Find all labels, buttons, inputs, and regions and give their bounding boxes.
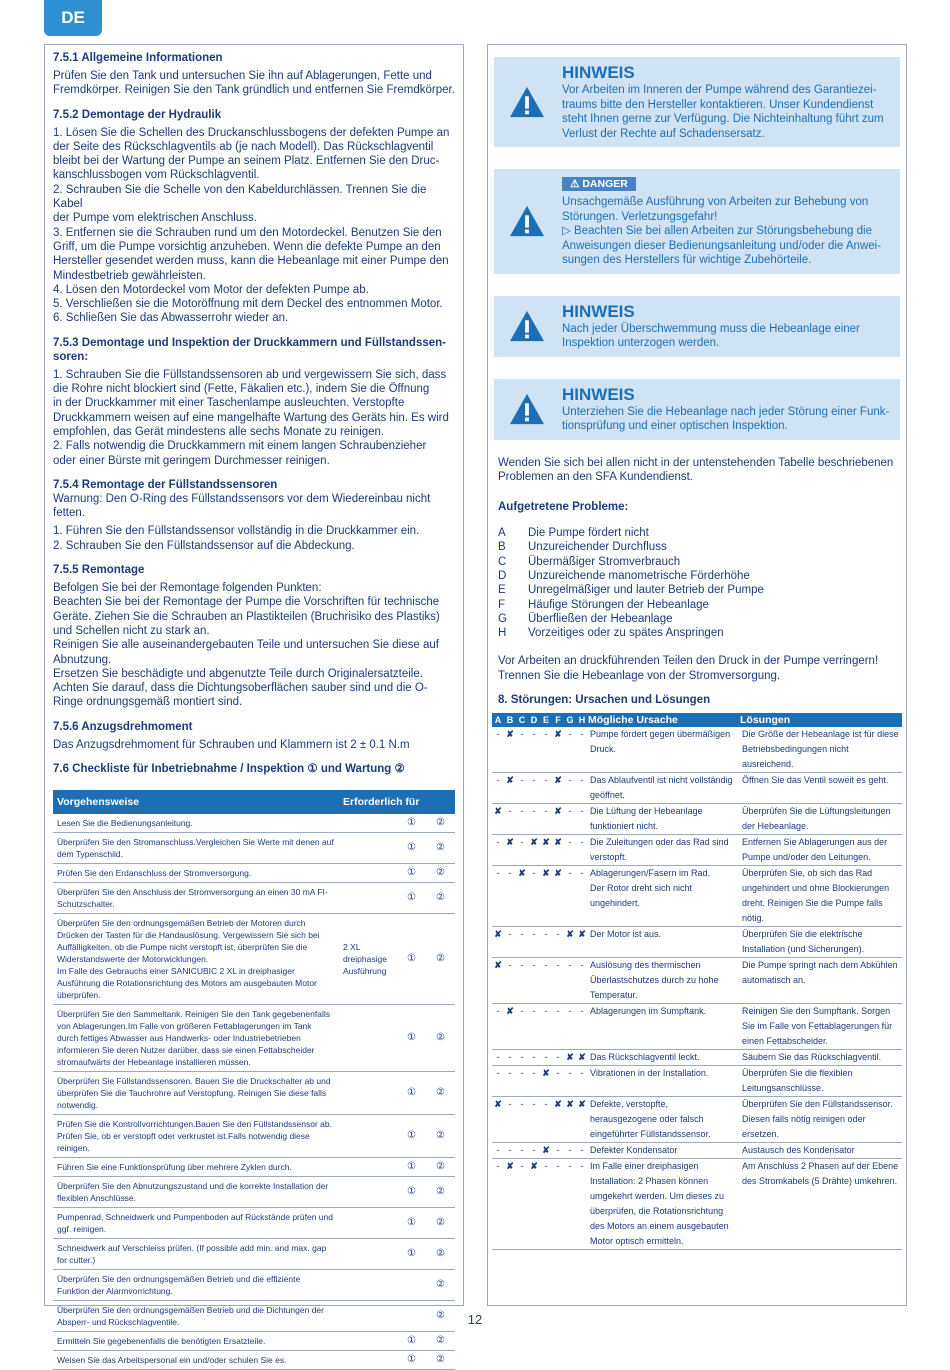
cause-text: Ablagerungen/Fasern im Rad. Der Rotor dreht sich nicht ungehindert. [588,866,740,927]
problem-mark: - [528,1004,540,1050]
left-column [44,44,464,1365]
checklist-commissioning-mark: ① [397,1331,426,1350]
problem-mark: - [528,773,540,804]
checklist-maintenance-mark: ② [426,832,455,863]
checklist-step: Überprüfen Sie den Anschluss der Stromversorgung an einen 30 mA FI-Schutzschalter. [53,882,339,913]
problems-title: Aufgetretene Probleme: [498,501,629,514]
problem-mark: - [564,773,576,804]
checklist-maintenance-mark: ② [426,1207,455,1238]
problem-mark: - [576,835,588,866]
problem-key: G [498,612,507,625]
warning-triangle-icon [508,85,546,119]
problem-mark: - [492,773,504,804]
problem-mark: ✘ [492,1097,504,1143]
checklist-note [339,1207,397,1238]
problem-mark: - [528,1050,540,1066]
notice-text: Vor Arbeiten im Inneren der Pumpe während des Garantiezei- traums bitte den Hersteller kontaktieren. Unser Kundendienst steht Ihnen gerne zur Verfügung. Die Nichteinhaltung führt zum Verlust der Rechte auf Schadensersatz. [562,84,884,140]
notice-text: Nach jeder Überschwemmung muss die Hebeanlage einer Inspektion unterzogen werden. [562,322,860,349]
checklist-note: 2 XL dreiphasige Ausführung [339,913,397,1004]
troubleshooting-row [492,1004,902,1050]
problem-key: H [498,627,507,640]
problem-mark: - [516,804,528,835]
checklist-commissioning-mark: ① [397,832,426,863]
troubleshooting-row [492,804,902,835]
checklist-row [53,1176,455,1207]
section-title: 7.5.3 Demontage und Inspektion der Druckkammern und Füllstandssen- soren: [53,336,446,363]
problem-mark: ✘ [492,804,504,835]
cause-text: Das Ablaufventil ist nicht vollständig geöffnet. [588,773,740,804]
problem-mark: - [504,1097,516,1143]
problem-mark: - [516,927,528,958]
troubleshooting-row [492,773,902,804]
language-tab [44,0,102,36]
problem-mark: - [504,927,516,958]
troubleshooting-row [492,1159,902,1250]
checklist-maintenance-mark: ② [426,1331,455,1350]
checklist-commissioning-mark: ① [397,1207,426,1238]
checklist-row [53,1238,455,1269]
problem-mark: ✘ [576,927,588,958]
problem-column-header: G [564,713,576,727]
problem-mark: - [564,835,576,866]
problem-mark: - [552,958,564,1004]
notice-box [494,375,900,440]
problem-mark: - [516,1097,528,1143]
checklist-step: Pumpenrad, Schneidwerk und Pumpenboden auf Rückstände prüfen und ggf. reinigen. [53,1207,339,1238]
cause-text: Defekte, verstopfte, herausgezogene oder falsch eingeführter Füllstandssensor. [588,1097,740,1143]
warning-triangle-icon [508,392,546,426]
checklist-step: Überprüfen Sie den Abnutzungszustand und die korrekte Installation der flexiblen Anschlüsse. [53,1176,339,1207]
problem-mark: - [564,1143,576,1159]
problem-mark: - [552,1066,564,1097]
checklist-maintenance-mark: ② [426,814,455,833]
cause-text: Ablagerungen im Sumpftank. [588,1004,740,1050]
cause-text: Vibrationen in der Installation. [588,1066,740,1097]
problem-mark: ✘ [552,866,564,927]
problem-label: Vorzeitiges oder zu spätes Anspringen [528,627,724,640]
checklist-row [53,1207,455,1238]
problem-mark: ✘ [492,927,504,958]
problem-item [498,612,896,626]
checklist-note [339,814,397,833]
problem-mark: - [540,1159,552,1250]
problem-mark: - [540,958,552,1004]
checklist-step: Führen Sie eine Funktionsprüfung über mehrere Zyklen durch. [53,1157,339,1176]
problem-label: Unregelmäßiger und lauter Betrieb der Pumpe [528,584,764,597]
checklist-row [53,832,455,863]
problem-mark: - [504,1066,516,1097]
checklist-maintenance-mark: ② [426,913,455,1004]
troubleshooting-row [492,1143,902,1159]
problem-mark: - [576,958,588,1004]
solution-text: Reinigen Sie den Sumpftank. Sorgen Sie im Falle von Fettablagerungen für einen Fettabscheider. [740,1004,902,1050]
notice-text: Unterziehen Sie die Hebeanlage nach jeder Störung einer Funk- tionsprüfung und einer optischen Inspektion. [562,405,890,432]
problem-mark: - [528,1143,540,1159]
checklist-step: Prüfen Sie den Erdanschluss der Stromversorgung. [53,863,339,882]
checklist-note [339,863,397,882]
notice-box [494,53,900,147]
solution-text: Entfernen Sie Ablagerungen aus der Pumpe und/oder den Leitungen. [740,835,902,866]
solution-text: Überprüfen Sie die Lüftungsleitungen der Hebeanlage. [740,804,902,835]
section-title: 7.6 Checkliste für Inbetriebnahme / Inspektion ① und Wartung ② [53,762,405,775]
problem-column-header: D [528,713,540,727]
problem-mark: ✘ [504,835,516,866]
checklist-note [339,1176,397,1207]
section-title: 8. Störungen: Ursachen und Lösungen [498,694,711,707]
checklist-table [53,790,455,1370]
problems-list [498,526,896,640]
checklist-row [53,1269,455,1300]
problem-mark: - [492,1066,504,1097]
problem-mark: - [576,773,588,804]
checklist-note [339,1269,397,1300]
problem-mark: ✘ [552,727,564,773]
problem-mark: ✘ [504,773,516,804]
problem-mark: - [528,1097,540,1143]
danger-box [494,165,900,274]
checklist-commissioning-mark: ① [397,1176,426,1207]
problem-mark: ✘ [504,1004,516,1050]
checklist-note [339,1331,397,1350]
solution-text: Überprüfen Sie die flexiblen Leitungsanschlüsse. [740,1066,902,1097]
checklist-row [53,1071,455,1114]
checklist-commissioning-mark: ① [397,814,426,833]
checklist-step: Überprüfen Sie den ordnungsgemäßen Betrieb und die effiziente Funktion der Alarmvorrichtung. [53,1269,339,1300]
checklist-step: Ermitteln Sie gegebenenfalls die benötigten Ersatzteile. [53,1331,339,1350]
section-title: 7.5.6 Anzugsdrehmoment [53,720,193,733]
problem-mark: - [564,866,576,927]
problem-mark: ✘ [528,835,540,866]
checklist-commissioning-mark: ① [397,863,426,882]
problem-mark: - [564,1066,576,1097]
problem-mark: - [492,727,504,773]
solution-text: Überprüfen Sie, ob sich das Rad ungehindert und ohne Blockierungen dreht. Reinigen Sie die Pumpe falls nötig. [740,866,902,927]
problem-mark: - [492,1004,504,1050]
checklist-maintenance-mark: ② [426,1071,455,1114]
checklist-note [339,1004,397,1071]
checklist-note [339,882,397,913]
problem-mark: - [504,1143,516,1159]
checklist-header-required: Erforderlich für [339,790,455,814]
problem-mark: - [540,927,552,958]
troubleshooting-row [492,727,902,773]
solution-text: Die Pumpe springt nach dem Abkühlen automatisch an. [740,958,902,1004]
checklist-row [53,1004,455,1071]
cause-text: Die Lüftung der Hebeanlage funktioniert nicht. [588,804,740,835]
solution-text: Säubern Sie das Rückschlagventil. [740,1050,902,1066]
checklist-maintenance-mark: ② [426,1157,455,1176]
solution-text: Überprüfen Sie die elektrische Installation (und Sicherungen). [740,927,902,958]
checklist-note [339,1114,397,1157]
problem-mark: - [528,927,540,958]
checklist-commissioning-mark: ① [397,1157,426,1176]
problem-mark: - [540,1050,552,1066]
contact-text: Wenden Sie sich bei allen nicht in der untenstehenden Tabelle beschriebenen Problemen an den SFA Kundendienst. [498,456,894,483]
checklist-row [53,1157,455,1176]
troubleshooting-row [492,927,902,958]
problem-label: Die Pumpe fördert nicht [528,527,649,540]
checklist-maintenance-mark: ② [426,1300,455,1331]
problem-key: E [498,584,506,597]
checklist-commissioning-mark: ① [397,913,426,1004]
problem-item [498,583,896,597]
checklist-commissioning-mark: ① [397,1238,426,1269]
section-title: 7.5.5 Remontage [53,564,145,577]
troubleshooting-row [492,1097,902,1143]
problem-mark: - [516,773,528,804]
checklist-step: Überprüfen Sie den Sammeltank. Reinigen Sie den Tank gegebenenfalls von Ablagerungen.Im Falle von größeren Fettablagerungen im Tank durch fettiges Abwasser aus Handwerks- oder Industriebetrieben informieren Sie deren Nutzer darüber, dass sie einen Fettabscheider stromaufwärts der Hebeanlage installieren müssen. [53,1004,339,1071]
checklist-commissioning-mark: ① [397,1071,426,1114]
checklist-row [53,882,455,913]
checklist-header-procedure: Vorgehensweise [53,790,339,814]
problem-mark: - [516,1066,528,1097]
problem-mark: - [576,1143,588,1159]
checklist-commissioning-mark: ① [397,1114,426,1157]
problem-mark: - [492,1143,504,1159]
problem-mark: ✘ [552,835,564,866]
cause-text: Auslösung des thermischen Überlastschutzes durch zu hohe Temperatur. [588,958,740,1004]
checklist-step: Prüfen Sie die Kontrollvorrichtungen.Bauen Sie den Füllstandssensor ab. Prüfen Sie, ob er verstopft oder verkrustet ist.Falls notwendig diese reinigen. [53,1114,339,1157]
problem-mark: - [528,804,540,835]
problem-mark: - [564,1004,576,1050]
problem-mark: - [504,958,516,1004]
problem-item [498,598,896,612]
problem-mark: ✘ [552,773,564,804]
problem-mark: ✘ [552,1097,564,1143]
problem-column-header: C [516,713,528,727]
checklist-step: Überprüfen Sie den ordnungsgemäßen Betrieb und die Dichtungen der Absperr- und Rückschlagventile. [53,1300,339,1331]
problem-mark: - [552,1143,564,1159]
page-number: 12 [467,1312,483,1327]
problem-mark: ✘ [540,1066,552,1097]
section-text: 1. Schrauben Sie die Füllstandssensoren ab und vergewissern Sie sich, dass die Rohre nicht blockiert sind (Fette, Fäkalien etc.), indem Sie die Öffnung in der Druckkammer mit einer Taschenlampe ausleuchten. Verstopfte Druckkammern weisen auf eine mangelhafte Wartung des Geräts hin. Es wird empfohlen, das Gerät mindestens alle sechs Monate zu reinigen. 2. Falls notwendig die Druckkammern mit einem langen Schraubenzieher oder einer Bürste mit geringem Durchmesser reinigen. [53,368,449,467]
checklist-maintenance-mark: ② [426,1350,455,1369]
problem-key: A [498,527,506,540]
problem-mark: ✘ [504,727,516,773]
checklist-note [339,1157,397,1176]
problem-mark: - [552,1050,564,1066]
problem-mark: ✘ [576,1097,588,1143]
checklist-maintenance-mark: ② [426,1176,455,1207]
problem-mark: - [516,1143,528,1159]
problem-mark: - [564,727,576,773]
language-label: DE [61,8,85,27]
cause-text: Defekter Kondensator [588,1143,740,1159]
cause-text: Die Zuleitungen oder das Rad sind verstopft. [588,835,740,866]
notice-title: HINWEIS [562,384,635,404]
problem-key: F [498,598,506,611]
problem-mark: - [552,1159,564,1250]
section-text: Befolgen Sie bei der Remontage folgenden Punkten: Beachten Sie bei der Remontage der Pumpe die Vorschriften für technische Geräte. Ziehen Sie die Schrauben an Plastikteilen (Bruchrisiko des Plastiks) und Schellen nicht zu stark an. Reinigen Sie alle auseinandergebauten Teile und untersuchen Sie diese auf Abnutzung. Ersetzen Sie beschädigte und abgenutzte Teile durch Originalersatzteile. Achten Sie darauf, dass die Dichtungsoberflächen sauber sind und die O- Ringe ordnungsgemäß montiert sind. [53,582,440,709]
problem-label: Übermäßiger Stromverbrauch [528,555,681,568]
problem-mark: - [516,1004,528,1050]
cause-text: Im Falle einer dreiphasigen Installation: 2 Phasen können umgekehrt werden. Um dieses zu überprüfen, die Rotationsrichtung des Motors an einem ausgebauten Motor optisch ermitteln. [588,1159,740,1250]
checklist-maintenance-mark: ② [426,1238,455,1269]
checklist-note [339,1350,397,1369]
checklist-maintenance-mark: ② [426,1114,455,1157]
problem-mark: - [564,958,576,1004]
problem-mark: - [504,804,516,835]
problem-mark: - [552,927,564,958]
problem-column-header: B [504,713,516,727]
problem-mark: ✘ [564,1050,576,1066]
problem-mark: ✘ [552,804,564,835]
problem-mark: ✘ [564,927,576,958]
problem-key: D [498,569,507,582]
problem-item [498,555,896,569]
problem-mark: - [492,835,504,866]
problem-key: C [498,555,507,568]
problem-mark: - [540,1004,552,1050]
notice-title: HINWEIS [562,301,635,321]
problem-mark: ✘ [540,866,552,927]
problem-mark: - [528,866,540,927]
checklist-row [53,1331,455,1350]
problem-item [498,626,896,640]
troubleshooting-row [492,835,902,866]
section-title: 7.5.2 Demontage der Hydraulik [53,108,222,121]
checklist-note [339,1071,397,1114]
troubleshooting-row [492,1050,902,1066]
problem-mark: - [516,727,528,773]
problem-mark: ✘ [504,1159,516,1250]
checklist-commissioning-mark: ① [397,1004,426,1071]
solution-text: Austausch des Kondensator [740,1143,902,1159]
section-title: 7.5.4 Remontage der Füllstandssensoren [53,478,278,491]
problem-mark: - [492,1159,504,1250]
checklist-commissioning-mark: ① [397,882,426,913]
problem-item [498,569,896,583]
danger-badge: ⚠ DANGER [562,177,636,191]
problem-mark: - [564,1159,576,1250]
problem-mark: - [576,866,588,927]
section-text: Das Anzugsdrehmoment für Schrauben und Klammern ist 2 ± 0.1 N.m [53,738,410,751]
checklist-commissioning-mark: ① [397,1350,426,1369]
checklist-row [53,1114,455,1157]
problem-mark: - [576,727,588,773]
checklist-note [339,1238,397,1269]
problem-mark: - [492,866,504,927]
problem-item [498,540,896,554]
problem-mark: - [528,1066,540,1097]
problem-label: Überfließen der Hebeanlage [528,612,673,625]
checklist-note [339,832,397,863]
cause-header: Mögliche Ursache [588,713,740,727]
danger-text: Unsachgemäße Ausführung von Arbeiten zur Behebung von Störungen. Verletzungsgefahr! ▷ Beachten Sie bei allen Arbeiten zur Störungsbehebung die Anweisungen dieser Bedienungsanleitung und/oder die Anwei- sungen des Herstellers für wichtige Zubehörteile. [562,196,882,266]
section-text: 1. Führen Sie den Füllstandssensor vollständig in die Druckkammer ein. 2. Schrauben Sie den Füllstandssensor auf die Abdeckung. [53,525,420,552]
problem-mark: - [540,727,552,773]
section-text: Prüfen Sie den Tank und untersuchen Sie ihn auf Ablagerungen, Fette und Fremdkörper. Reinigen Sie den Tank gründlich und entfernen Sie Fremdkörper. [53,70,455,97]
troubleshooting-row [492,866,902,927]
problem-column-header: H [576,713,588,727]
problem-mark: - [516,1159,528,1250]
checklist-row [53,1350,455,1369]
problem-mark: ✘ [528,1159,540,1250]
checklist-row [53,814,455,833]
solution-text: Am Anschluss 2 Phasen auf der Ebene des Stromkabels (5 Drähte) umkehren. [740,1159,902,1250]
problem-column-header: F [552,713,564,727]
checklist-maintenance-mark: ② [426,1004,455,1071]
cause-text: Pumpe fördert gegen übermäßigen Druck. [588,727,740,773]
checklist-maintenance-mark: ② [426,882,455,913]
checklist-step: Schneidwerk auf Verschleiss prüfen. (If possible add min. and max. gap for cutter.) [53,1238,339,1269]
problem-mark: ✘ [564,1097,576,1143]
cause-text: Der Motor ist aus. [588,927,740,958]
problem-column-header: A [492,713,504,727]
problem-mark: - [564,804,576,835]
checklist-step: Überprüfen Sie den ordnungsgemäßen Betrieb der Motoren durch Drücken der Tasten für die Handauslösung. Vergewissern Sie sich bei Auffälligkeiten, ob die Pumpe nicht verstopft ist, überprüfen Sie die Widerstandswerte der Motorwicklungen. Im Falle des Gebrauchs einer SANICUBIC 2 XL in dreiphasiger Ausführung die Rotationsrichtung des Motors am ausgebauten Motor überprüfen. [53,913,339,1004]
section-title: 7.5.1 Allgemeine Informationen [53,52,223,64]
problem-label: Unzureichende manometrische Förderhöhe [528,569,750,582]
right-column [487,44,907,1306]
problem-label: Häufige Störungen der Hebeanlage [528,598,709,611]
problem-mark: - [528,727,540,773]
problem-mark: - [576,1004,588,1050]
checklist-step: Überprüfen Sie Füllstandssensoren. Bauen Sie die Druckschalter ab und überprüfen Sie die Tauchrohre auf Verstopfung. Reinigen Sie diese falls notwendig. [53,1071,339,1114]
problem-mark: - [492,1050,504,1066]
problem-mark: - [576,804,588,835]
problem-mark: - [540,1097,552,1143]
problem-mark: ✘ [540,1143,552,1159]
problem-mark: - [552,1004,564,1050]
pressure-warning: Vor Arbeiten an druckführenden Teilen den Druck in der Pumpe verringern! Trennen Sie die Hebeanlage von der Stromversorgung. [498,655,879,682]
problem-item [498,526,896,540]
checklist-maintenance-mark: ② [426,863,455,882]
checklist-row [53,863,455,882]
solution-header: Lösungen [740,713,902,727]
problem-mark: - [576,1066,588,1097]
problem-mark: - [528,958,540,1004]
troubleshooting-row [492,958,902,1004]
solution-text: Überprüfen Sie den Füllstandssensor. Diesen falls nötig reinigen oder ersetzen. [740,1097,902,1143]
problem-mark: - [516,958,528,1004]
problem-mark: - [540,804,552,835]
problem-mark: ✘ [492,958,504,1004]
problem-mark: - [504,1050,516,1066]
warning-triangle-icon [508,204,546,238]
problem-mark: - [504,866,516,927]
warning-text: Warnung: Den O-Ring des Füllstandssensors vor dem Wiedereinbau nicht fetten. [53,492,431,520]
checklist-row [53,913,455,1004]
problem-key: B [498,541,506,554]
checklist-step: Überprüfen Sie den Stromanschluss.Vergleichen Sie Werte mit denen auf dem Typenschild. [53,832,339,863]
troubleshooting-table [492,713,902,1250]
section-text: 1. Lösen Sie die Schellen des Druckanschlussbogens der defekten Pumpe an der Seite des Rückschlagventils ab (je nach Modell). Das Rückschlagventil bleibt bei der Wartung der Pumpe an seinem Platz. Entfernen Sie den Druc- kanschlussbogen vom Rückschlagventil. 2. Schrauben Sie die Schelle von den Kabeldurchlässen. Trennen Sie die Kabel der Pumpe vom elektrischen Anschluss. 3. Entfernen sie die Schrauben rund um den Motordeckel. Benutzen Sie den Griff, um die Pumpe vorsichtig anzuheben. Wenn die defekte Pumpe an den Hersteller gesendet werden muss, kann die Hebeanlage mit einer Pumpe den Mindestbetrieb gewährleisten. 4. Lösen den Motordeckel vom Motor der defekten Pumpe ab. 5. Verschließen sie die Motoröffnung mit dem Deckel des entnommen Motor. 6. Schließen Sie das Abwasserrohr wieder an. [53,126,450,325]
problem-mark: ✘ [540,835,552,866]
notice-title: HINWEIS [562,63,635,82]
solution-text: Öffnen Sie das Ventil soweit es geht. [740,773,902,804]
checklist-step: Lesen Sie die Bedienungsanleitung. [53,814,339,833]
problem-mark: - [540,773,552,804]
checklist-maintenance-mark: ② [426,1269,455,1300]
problem-mark: - [516,835,528,866]
problem-label: Unzureichender Durchfluss [528,541,667,554]
cause-text: Das Rückschlagventil leckt. [588,1050,740,1066]
checklist-commissioning-mark [397,1269,426,1300]
warning-triangle-icon [508,309,546,343]
checklist-step: Weisen Sie das Arbeitspersonal ein und/oder schulen Sie es. [53,1350,339,1369]
troubleshooting-row [492,1066,902,1097]
notice-box [494,292,900,357]
problem-mark: ✘ [576,1050,588,1066]
problem-column-header: E [540,713,552,727]
solution-text: Die Größe der Hebeanlage ist für diese Betriebsbedingungen nicht ausreichend. [740,727,902,773]
problem-mark: - [516,1050,528,1066]
problem-mark: - [576,1159,588,1250]
problem-mark: ✘ [516,866,528,927]
